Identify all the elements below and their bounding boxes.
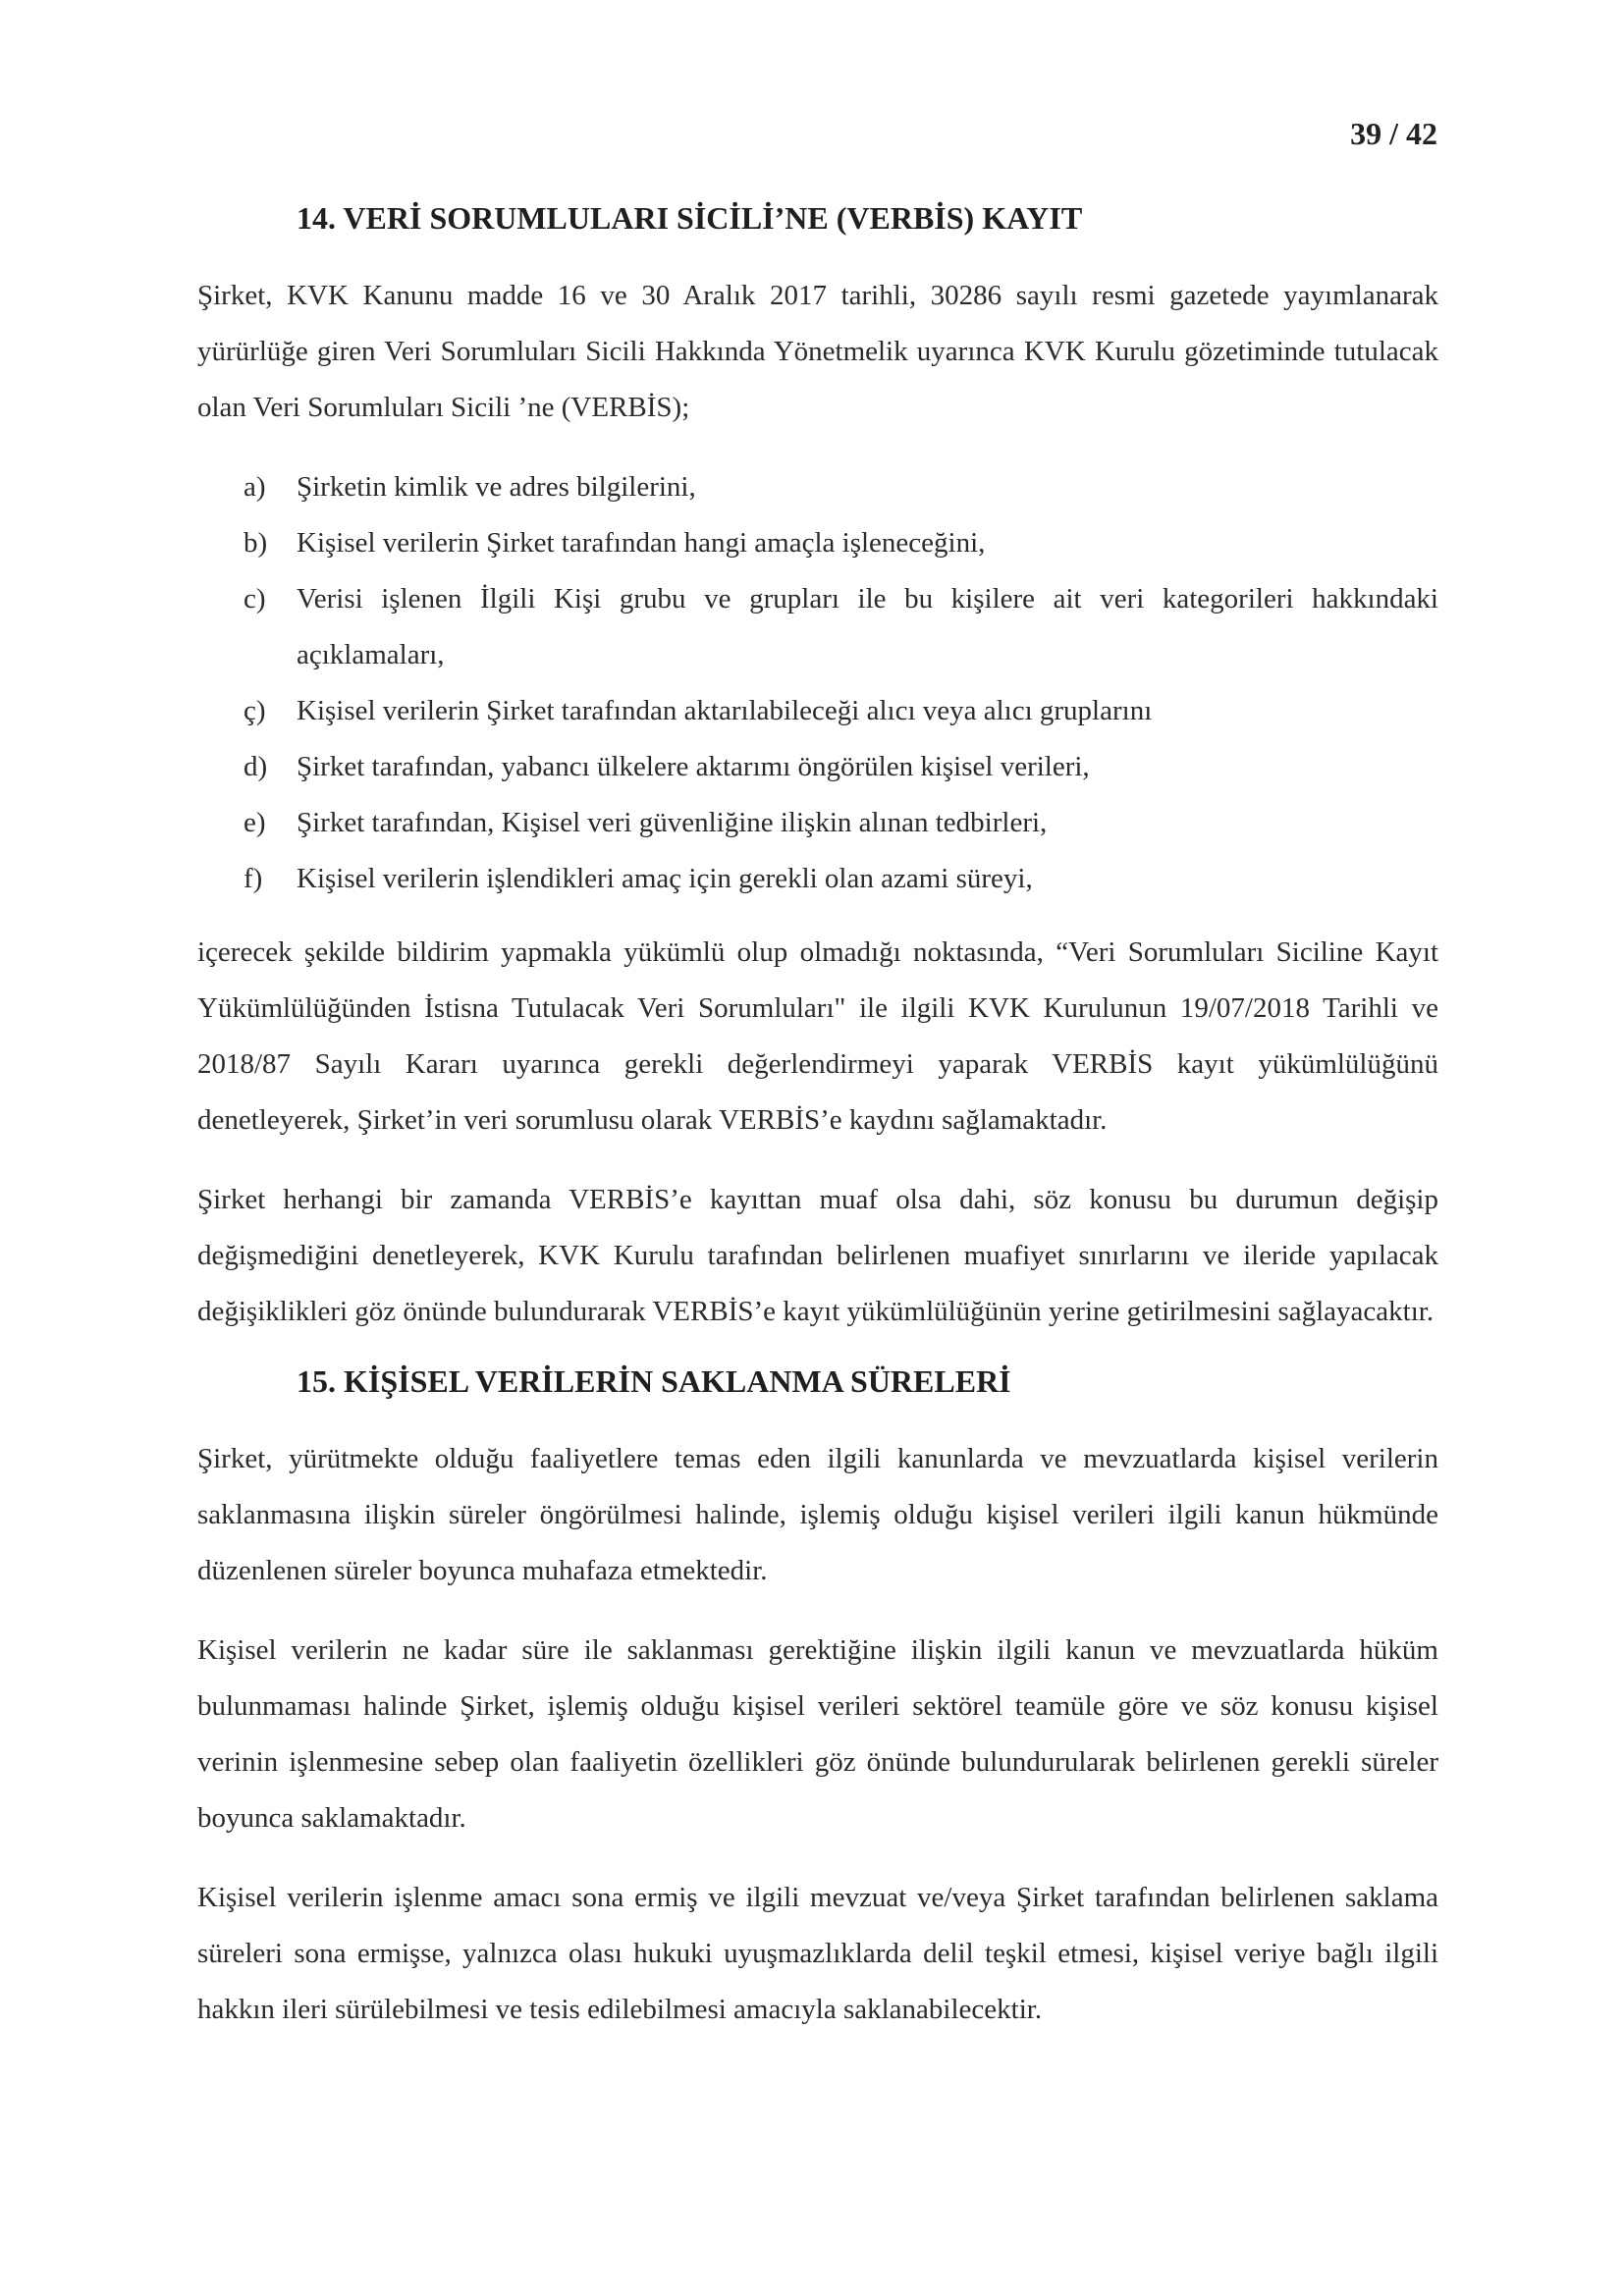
- section-14-paragraph-3: Şirket herhangi bir zamanda VERBİS’e kayıttan muaf olsa dahi, söz konusu bu durumun değişip değişmediğini denetleyerek, KVK Kurulu tarafından belirlenen muafiyet sınırlarını ve ileride yapılacak değişiklikleri göz önünde bulundurarak VERBİS’e kayıt yükümlülüğünün yerine getirilmesini sağlayacaktır.: [197, 1184, 1438, 1327]
- list-item: [197, 683, 1438, 739]
- list-item-text: Şirketin kimlik ve adres bilgilerini,: [297, 471, 696, 503]
- list-item: [197, 739, 1438, 795]
- list-item-text: Verisi işlenen İlgili Kişi grubu ve grupları ile bu kişilere ait veri kategorileri hakkındaki açıklamaları,: [297, 583, 1438, 670]
- list-item-text: Şirket tarafından, Kişisel veri güvenliğine ilişkin alınan tedbirleri,: [297, 807, 1048, 838]
- list-item: [197, 515, 1438, 571]
- page-number: 39 / 42: [1350, 116, 1437, 151]
- section-15-heading: 15. KİŞİSEL VERİLERİN SAKLANMA SÜRELERİ: [297, 1363, 1011, 1399]
- list-marker: d): [244, 751, 268, 782]
- list-marker: b): [244, 527, 268, 559]
- list-marker: f): [244, 863, 263, 894]
- list-item: [197, 851, 1438, 907]
- list-marker: a): [244, 471, 266, 503]
- list-marker: c): [244, 583, 266, 614]
- list-item: [197, 571, 1438, 683]
- list-marker: e): [244, 807, 266, 838]
- list-marker: ç): [244, 695, 266, 726]
- list-item: [197, 459, 1438, 515]
- section-15-paragraph-3: Kişisel verilerin işlenme amacı sona ermiş ve ilgili mevzuat ve/veya Şirket tarafından belirlenen saklama süreleri sona ermişse, yalnızca olası hukuki uyuşmazlıklarda delil teşkil etmesi, kişisel veriye bağlı ilgili hakkın ileri sürülebilmesi ve tesis edilebilmesi amacıyla saklanabilecektir.: [197, 1882, 1438, 2025]
- section-14-paragraph-2: içerecek şekilde bildirim yapmakla yükümlü olup olmadığı noktasında, “Veri Sorumluları Siciline Kayıt Yükümlülüğünden İstisna Tutulacak Veri Sorumluları" ile ilgili KVK Kurulunun 19/07/2018 Tarihli ve 2018/87 Sayılı Kararı uyarınca gerekli değerlendirmeyi yaparak VERBİS kayıt yükümlülüğünü denetleyerek, Şirket’in veri sorumlusu olarak VERBİS’e kaydını sağlamaktadır.: [197, 936, 1438, 1136]
- document-body: [197, 188, 1438, 2061]
- list-item-text: Şirket tarafından, yabancı ülkelere aktarımı öngörülen kişisel verileri,: [297, 751, 1090, 782]
- list-item-text: Kişisel verilerin işlendikleri amaç için gerekli olan azami süreyi,: [297, 863, 1033, 894]
- section-15-paragraph-1: Şirket, yürütmekte olduğu faaliyetlere temas eden ilgili kanunlarda ve mevzuatlarda kişisel verilerin saklanmasına ilişkin süreler öngörülmesi halinde, işlemiş olduğu kişisel verileri ilgili kanun hükmünde düzenlenen süreler boyunca muhafaza etmektedir.: [197, 1443, 1438, 1586]
- section-15-paragraph-2: Kişisel verilerin ne kadar süre ile saklanması gerektiğine ilişkin ilgili kanun ve mevzuatlarda hüküm bulunmaması halinde Şirket, işlemiş olduğu kişisel verileri sektörel teamüle göre ve söz konusu kişisel verinin işlenmesine sebep olan faaliyetin özellikleri göz önünde bulundurularak belirlenen gerekli süreler boyunca saklamaktadır.: [197, 1634, 1438, 1834]
- list-item: [197, 795, 1438, 851]
- section-14-intro: Şirket, KVK Kanunu madde 16 ve 30 Aralık 2017 tarihli, 30286 sayılı resmi gazetede yayımlanarak yürürlüğe giren Veri Sorumluları Sicili Hakkında Yönetmelik uyarınca KVK Kurulu gözetiminde tutulacak olan Veri Sorumluları Sicili ’ne (VERBİS);: [197, 280, 1438, 423]
- list-item-text: Kişisel verilerin Şirket tarafından aktarılabileceği alıcı veya alıcı gruplarını: [297, 695, 1153, 726]
- list-item-text: Kişisel verilerin Şirket tarafından hangi amaçla işleneceğini,: [297, 527, 986, 559]
- section-14-heading: 14. VERİ SORUMLULARI SİCİLİ’NE (VERBİS) KAYIT: [297, 200, 1083, 236]
- verbis-item-list: [197, 459, 1438, 907]
